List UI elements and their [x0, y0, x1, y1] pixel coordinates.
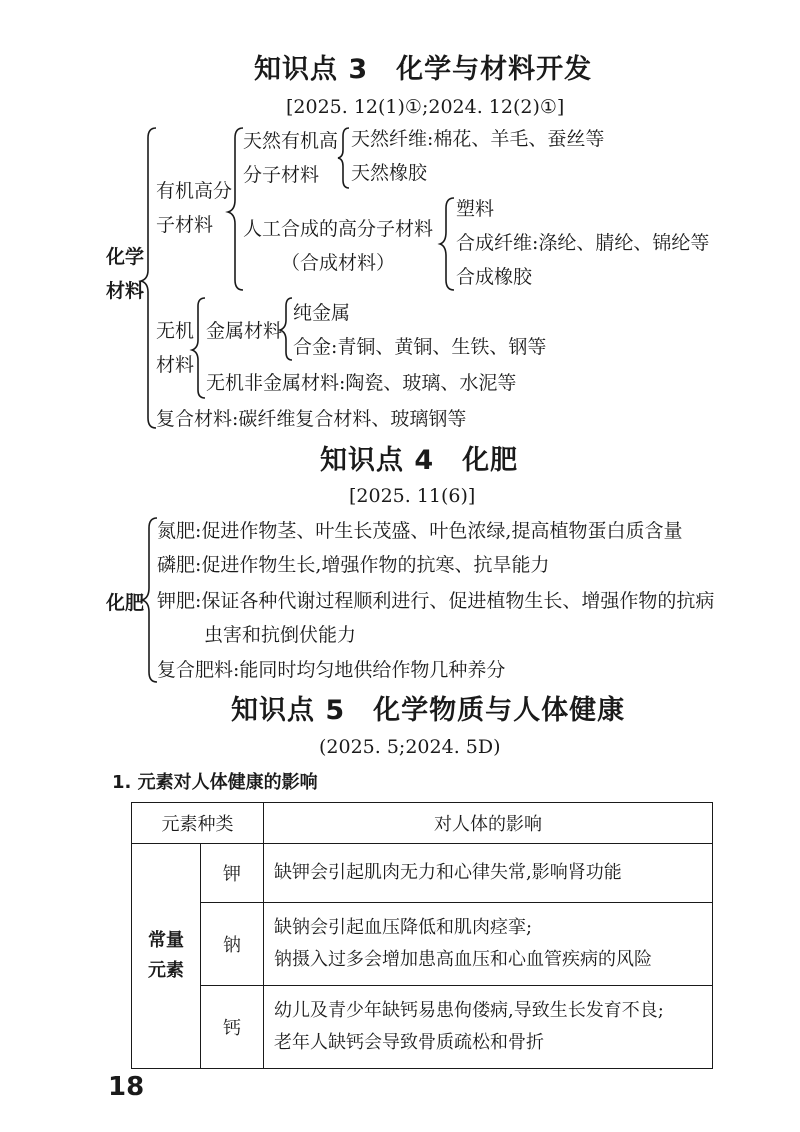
materials-root-label: 化学 材料: [106, 246, 145, 302]
section5-subheading: 1. 元素对人体健康的影响: [112, 772, 318, 793]
fertilizer-nitrogen: 氮肥:促进作物茎、叶生长茂盛、叶色浓绿,提高植物蛋白质含量: [157, 520, 683, 542]
table-header-element-type: 元素种类: [132, 803, 264, 844]
table-cell-effect: 缺钾会引起肌肉无力和心律失常,影响肾功能: [264, 844, 713, 903]
table-header-effect: 对人体的影响: [264, 803, 713, 844]
table-cell-element: 钾: [201, 844, 264, 903]
organic-polymer-label: 有机高分 子材料: [156, 180, 233, 236]
table-row: [132, 903, 713, 986]
natural-item-rubber: 天然橡胶: [351, 162, 428, 184]
element-health-table: [131, 802, 713, 1069]
table-cell-element: 钠: [201, 903, 264, 986]
composite-material-label: 复合材料:碳纤维复合材料、玻璃钢等: [156, 408, 467, 430]
fertilizer-potassium-continued: 虫害和抗倒伏能力: [204, 624, 357, 646]
table-cell-effect: 缺钠会引起血压降低和肌肉痉挛; 钠摄入过多会增加患高血压和心血管疾病的风险: [264, 903, 713, 986]
table-group-macro-elements: 常量 元素: [132, 844, 201, 1069]
synthetic-item-plastic: 塑料: [456, 198, 495, 220]
table-cell-effect: 幼儿及青少年缺钙易患佝偻病,导致生长发育不良; 老年人缺钙会导致骨质疏松和骨折: [264, 986, 713, 1069]
section4-source: [2025. 11(6)]: [349, 485, 476, 507]
table-row: [132, 986, 713, 1069]
fertilizer-potassium: 钾肥:保证各种代谢过程顺利进行、促进植物生长、增强作物的抗病: [157, 590, 715, 612]
section3-title: 知识点 3 化学与材料开发: [254, 54, 593, 85]
natural-item-fiber: 天然纤维:棉花、羊毛、蚕丝等: [351, 128, 605, 150]
synthetic-item-rubber: 合成橡胶: [456, 266, 533, 288]
table-row: [132, 844, 713, 903]
natural-polymer-label: 天然有机高 分子材料: [243, 130, 339, 186]
metal-item-alloy: 合金:青铜、黄铜、生铁、钢等: [293, 336, 547, 358]
table-header-row: [132, 803, 713, 844]
synthetic-item-fiber: 合成纤维:涤纶、腈纶、锦纶等: [456, 232, 710, 254]
inorganic-label: 无机 材料: [156, 320, 195, 376]
fertilizer-compound: 复合肥料:能同时均匀地供给作物几种养分: [157, 659, 506, 681]
section5-title: 知识点 5 化学物质与人体健康: [231, 695, 626, 726]
nonmetal-material-label: 无机非金属材料:陶瓷、玻璃、水泥等: [206, 372, 517, 394]
section5-source: (2025. 5;2024. 5D): [319, 736, 501, 758]
table-cell-element: 钙: [201, 986, 264, 1069]
metal-item-pure: 纯金属: [293, 302, 351, 324]
synthetic-polymer-label: 人工合成的高分子材料 （合成材料）: [243, 218, 434, 274]
fertilizer-phosphorus: 磷肥:促进作物生长,增强作物的抗寒、抗旱能力: [157, 554, 550, 576]
section3-source: [2025. 12(1)①;2024. 12(2)①]: [286, 96, 565, 118]
metal-material-label: 金属材料: [206, 320, 283, 342]
section4-title: 知识点 4 化肥: [320, 445, 519, 476]
fertilizer-root-label: 化肥: [106, 592, 145, 614]
page-number: 18: [108, 1072, 145, 1102]
